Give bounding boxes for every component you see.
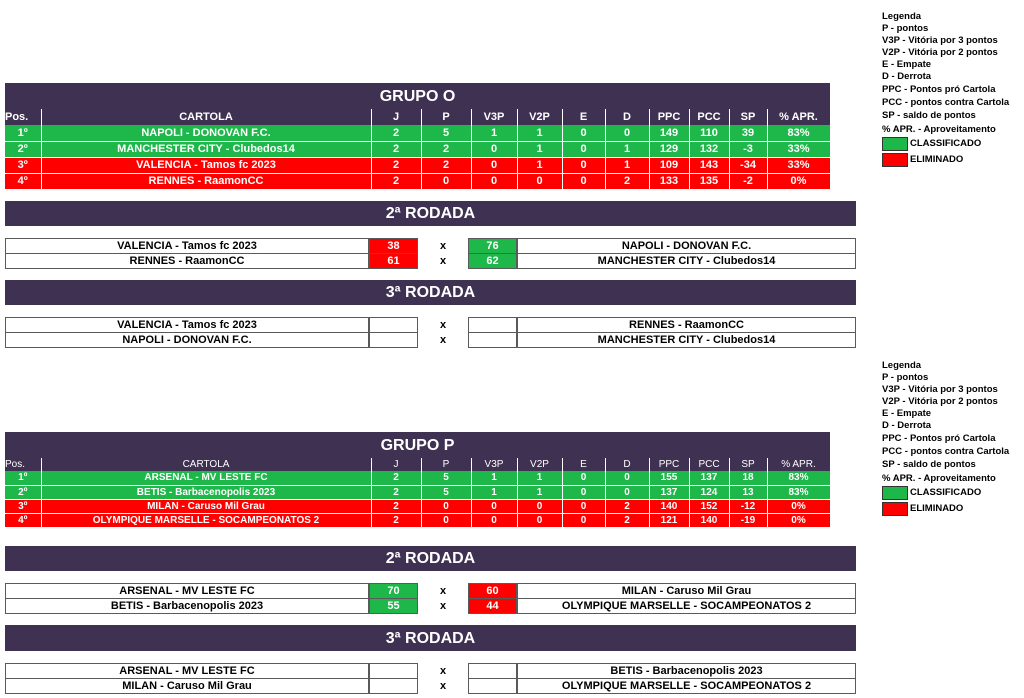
cell-team: OLYMPIQUE MARSELLE - SOCAMPEONATOS 2 [41,513,371,527]
col-pcc: PCC [689,109,729,125]
legend-group-p [882,360,1022,517]
cell-sp: -12 [729,499,767,513]
cell-d: 0 [605,471,649,485]
cell-j: 2 [371,157,421,173]
legend-item: SP - saldo de pontos [882,459,976,470]
cell-v2p: 1 [517,141,562,157]
cell-ppc: 140 [649,499,689,513]
cell-e: 0 [562,173,605,189]
home-score [369,332,418,348]
cell-d: 0 [605,125,649,141]
cell-v2p: 1 [517,157,562,173]
col-ppc: PPC [649,458,689,471]
cell-apr: 0% [767,513,830,527]
col-v3p: V3P [471,458,517,471]
cell-e: 0 [562,141,605,157]
cell-sp: -2 [729,173,767,189]
cell-pos: 3º [5,157,41,173]
cell-v2p: 0 [517,513,562,527]
legend-item: PCC - pontos contra Cartola [882,97,1010,108]
col-d: D [605,458,649,471]
classified-swatch [882,137,908,151]
table-row [5,471,830,485]
away-score: 76 [468,238,517,254]
table-header-row [5,458,830,471]
home-score: 38 [369,238,418,254]
col-apr: % APR. [767,458,830,471]
cell-d: 2 [605,513,649,527]
cell-j: 2 [371,141,421,157]
away-score [468,678,517,694]
versus-mark: x [418,317,468,333]
cell-p: 0 [421,173,471,189]
col-p: P [421,109,471,125]
home-team: NAPOLI - DONOVAN F.C. [5,332,369,348]
cell-p: 5 [421,125,471,141]
cell-ppc: 121 [649,513,689,527]
cell-pos: 1º [5,125,41,141]
cell-j: 2 [371,513,421,527]
cell-p: 0 [421,513,471,527]
cell-j: 2 [371,173,421,189]
cell-pcc: 140 [689,513,729,527]
away-team: MANCHESTER CITY - Clubedos14 [517,253,856,269]
home-team: VALENCIA - Tamos fc 2023 [5,317,369,333]
cell-sp: 18 [729,471,767,485]
cell-team: RENNES - RaamonCC [41,173,371,189]
cell-sp: 39 [729,125,767,141]
col-apr: % APR. [767,109,830,125]
match-row [5,254,856,269]
away-team: RENNES - RaamonCC [517,317,856,333]
legend-classified: CLASSIFICADO [882,136,1022,152]
cell-team: BETIS - Barbacenopolis 2023 [41,485,371,499]
cell-sp: -34 [729,157,767,173]
cell-ppc: 137 [649,485,689,499]
cell-v3p: 0 [471,157,517,173]
legend-item: PPC - Pontos pró Cartola [882,433,996,444]
round-title: 2ª RODADA [5,546,856,571]
versus-mark: x [418,583,468,599]
cell-v3p: 1 [471,125,517,141]
cell-apr: 83% [767,471,830,485]
round-title: 3ª RODADA [5,625,856,651]
cell-j: 2 [371,485,421,499]
away-score [468,663,517,679]
match-list [5,317,856,348]
legend-group-o [882,11,1022,168]
cell-d: 2 [605,499,649,513]
cell-ppc: 149 [649,125,689,141]
legend-item: % APR. - Aproveitamento [882,473,996,484]
col-v2p: V2P [517,458,562,471]
table-header-row [5,109,830,125]
legend-item: SP - saldo de pontos [882,110,976,121]
match-row [5,239,856,254]
cell-pos: 2º [5,485,41,499]
versus-mark: x [418,238,468,254]
cell-e: 0 [562,125,605,141]
match-row [5,333,856,348]
away-score: 62 [468,253,517,269]
cell-d: 1 [605,157,649,173]
cell-d: 0 [605,485,649,499]
versus-mark: x [418,332,468,348]
cell-sp: 13 [729,485,767,499]
legend-item: V2P - Vitória por 2 pontos [882,47,998,58]
cell-pos: 4º [5,513,41,527]
legend-item: D - Derrota [882,71,932,82]
home-score [369,678,418,694]
home-score: 70 [369,583,418,599]
round-title: 3ª RODADA [5,280,856,305]
cell-pos: 1º [5,471,41,485]
cell-team: MILAN - Caruso Mil Grau [41,499,371,513]
col-cartola: CARTOLA [41,458,371,471]
away-team: MANCHESTER CITY - Clubedos14 [517,332,856,348]
match-list [5,583,856,614]
cell-team: MANCHESTER CITY - Clubedos14 [41,141,371,157]
table-row [5,125,830,141]
legend-item: P - pontos [882,372,929,383]
cell-apr: 83% [767,125,830,141]
home-score: 61 [369,253,418,269]
versus-mark: x [418,253,468,269]
legend-item: E - Empate [882,59,932,70]
col-e: E [562,109,605,125]
cell-ppc: 129 [649,141,689,157]
legend-item: % APR. - Aproveitamento [882,124,996,135]
col-v3p: V3P [471,109,517,125]
home-team: BETIS - Barbacenopolis 2023 [5,598,369,614]
col-sp: SP [729,458,767,471]
away-score: 60 [468,583,517,599]
cell-pcc: 135 [689,173,729,189]
legend-item: PPC - Pontos pró Cartola [882,84,996,95]
cell-p: 2 [421,141,471,157]
cell-e: 0 [562,157,605,173]
cell-team: VALENCIA - Tamos fc 2023 [41,157,371,173]
cell-apr: 0% [767,499,830,513]
home-team: VALENCIA - Tamos fc 2023 [5,238,369,254]
round-title: 2ª RODADA [5,201,856,226]
cell-p: 2 [421,157,471,173]
cell-v3p: 1 [471,485,517,499]
versus-mark: x [418,678,468,694]
legend-title: Legenda [882,11,922,22]
cell-v3p: 0 [471,513,517,527]
standings-table [5,109,831,190]
legend-item: D - Derrota [882,420,932,431]
col-j: J [371,109,421,125]
standings-table [5,458,831,528]
cell-ppc: 133 [649,173,689,189]
away-score [468,332,517,348]
away-team: OLYMPIQUE MARSELLE - SOCAMPEONATOS 2 [517,598,856,614]
group-title: GRUPO O [5,83,830,109]
legend-item: PCC - pontos contra Cartola [882,446,1010,457]
col-cartola: CARTOLA [41,109,371,125]
cell-j: 2 [371,471,421,485]
legend-item: V3P - Vitória por 3 pontos [882,384,998,395]
table-row [5,499,830,513]
cell-e: 0 [562,471,605,485]
legend-item: V2P - Vitória por 2 pontos [882,396,998,407]
home-team: MILAN - Caruso Mil Grau [5,678,369,694]
cell-apr: 83% [767,485,830,499]
home-team: ARSENAL - MV LESTE FC [5,663,369,679]
col-p: P [421,458,471,471]
cell-p: 0 [421,499,471,513]
cell-e: 0 [562,485,605,499]
cell-e: 0 [562,513,605,527]
legend-eliminated: ELIMINADO [882,501,1022,517]
eliminated-swatch [882,502,908,516]
table-row [5,513,830,527]
cell-v3p: 0 [471,499,517,513]
cell-p: 5 [421,485,471,499]
col-pos: Pos. [5,458,41,471]
col-e: E [562,458,605,471]
cell-pos: 2º [5,141,41,157]
cell-team: ARSENAL - MV LESTE FC [41,471,371,485]
cell-pcc: 152 [689,499,729,513]
classified-swatch [882,486,908,500]
cell-d: 2 [605,173,649,189]
cell-sp: -3 [729,141,767,157]
cell-pcc: 137 [689,471,729,485]
legend-classified: CLASSIFICADO [882,485,1022,501]
col-pcc: PCC [689,458,729,471]
cell-v2p: 1 [517,485,562,499]
cell-pcc: 124 [689,485,729,499]
legend-item: V3P - Vitória por 3 pontos [882,35,998,46]
col-v2p: V2P [517,109,562,125]
versus-mark: x [418,598,468,614]
cell-apr: 0% [767,173,830,189]
cell-v3p: 0 [471,173,517,189]
match-row [5,679,856,694]
cell-e: 0 [562,499,605,513]
home-team: RENNES - RaamonCC [5,253,369,269]
cell-ppc: 155 [649,471,689,485]
away-score: 44 [468,598,517,614]
col-sp: SP [729,109,767,125]
versus-mark: x [418,663,468,679]
cell-v3p: 1 [471,471,517,485]
col-ppc: PPC [649,109,689,125]
cell-p: 5 [421,471,471,485]
match-row [5,318,856,333]
away-score [468,317,517,333]
match-row [5,664,856,679]
legend-item: P - pontos [882,23,929,34]
table-row [5,173,830,189]
cell-team: NAPOLI - DONOVAN F.C. [41,125,371,141]
match-list [5,238,856,269]
cell-v2p: 0 [517,499,562,513]
cell-pos: 4º [5,173,41,189]
cell-v2p: 1 [517,471,562,485]
match-row [5,599,856,614]
cell-v2p: 0 [517,173,562,189]
legend-title: Legenda [882,360,922,371]
table-row [5,485,830,499]
home-score [369,663,418,679]
cell-sp: -19 [729,513,767,527]
away-team: MILAN - Caruso Mil Grau [517,583,856,599]
eliminated-swatch [882,153,908,167]
cell-ppc: 109 [649,157,689,173]
cell-v2p: 1 [517,125,562,141]
col-j: J [371,458,421,471]
cell-d: 1 [605,141,649,157]
home-team: ARSENAL - MV LESTE FC [5,583,369,599]
away-team: NAPOLI - DONOVAN F.C. [517,238,856,254]
table-row [5,141,830,157]
cell-apr: 33% [767,157,830,173]
cell-pos: 3º [5,499,41,513]
match-list [5,663,856,694]
col-d: D [605,109,649,125]
cell-j: 2 [371,499,421,513]
col-pos: Pos. [5,109,41,125]
cell-j: 2 [371,125,421,141]
cell-pcc: 143 [689,157,729,173]
cell-v3p: 0 [471,141,517,157]
cell-apr: 33% [767,141,830,157]
table-row [5,157,830,173]
away-team: OLYMPIQUE MARSELLE - SOCAMPEONATOS 2 [517,678,856,694]
away-team: BETIS - Barbacenopolis 2023 [517,663,856,679]
cell-pcc: 132 [689,141,729,157]
group-title: GRUPO P [5,432,830,458]
cell-pcc: 110 [689,125,729,141]
home-score [369,317,418,333]
match-row [5,584,856,599]
home-score: 55 [369,598,418,614]
legend-item: E - Empate [882,408,932,419]
legend-eliminated: ELIMINADO [882,152,1022,168]
